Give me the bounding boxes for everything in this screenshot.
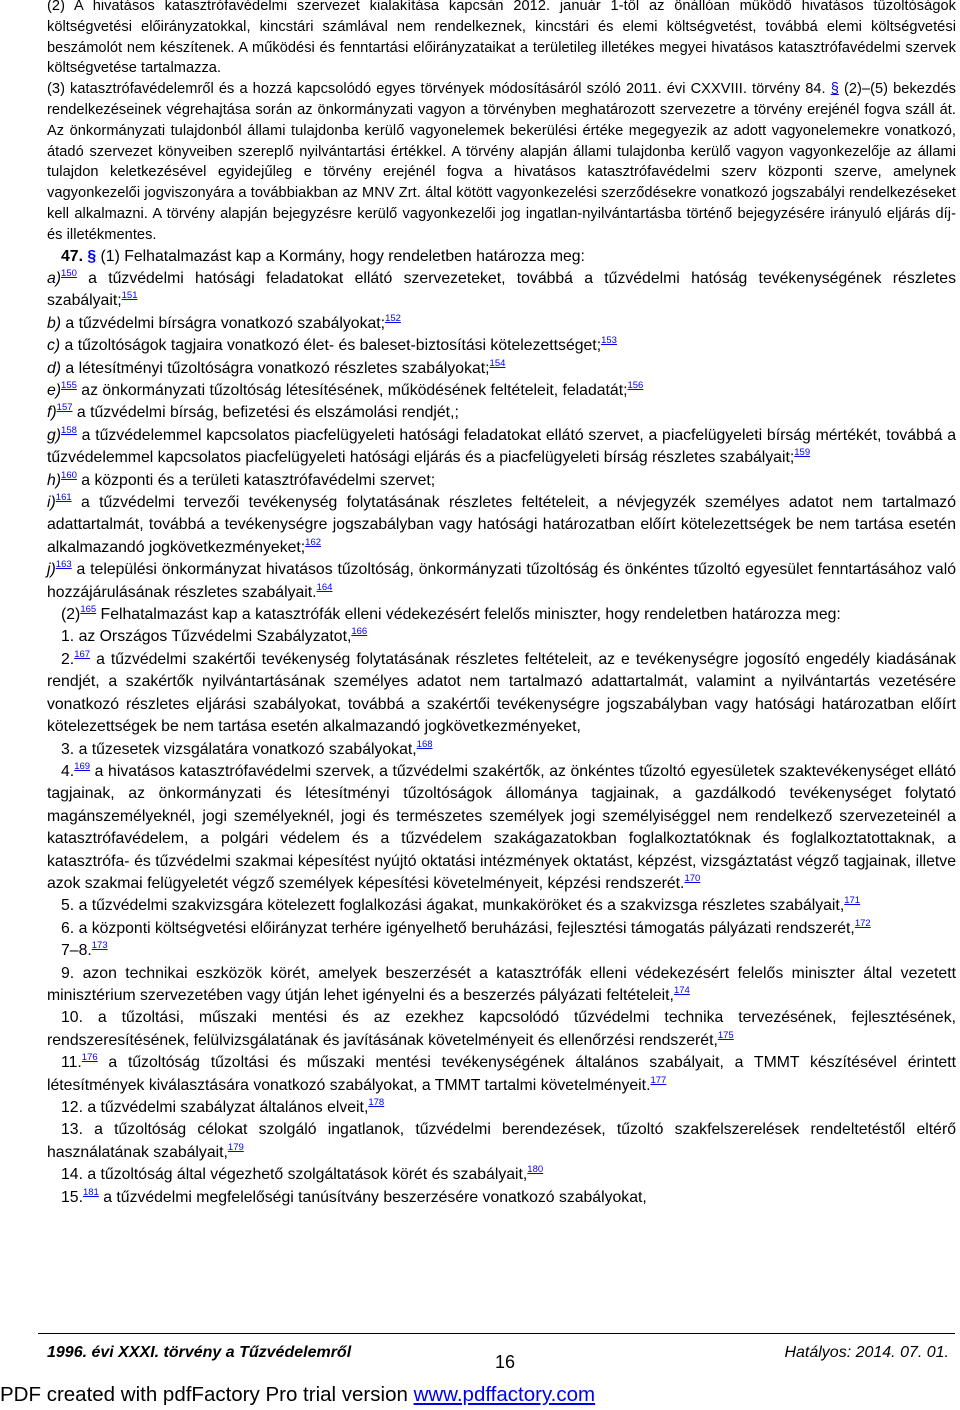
item-text: a létesítményi tűzoltóságra vonatkozó részletes szabályokat; [61,359,490,377]
item-label: f) [47,404,57,422]
item-text: a tűzoltóság célokat szolgáló ingatlanok, tűzvédelmi berendezések, tűzoltó szakfelszerelések rendeltetéstől eltérő használatának szabályait, [47,1121,956,1161]
item-i [47,492,956,559]
footnote-link[interactable]: 180 [527,1164,544,1176]
footnote-link[interactable]: 160 [61,469,77,481]
item-number: 10. [61,1009,83,1027]
numbered-item [47,761,956,895]
section-47-heading [47,246,956,268]
section-link[interactable]: § [830,81,839,98]
numbered-item [47,626,956,648]
item-text: a tűzvédelmi szabályzat általános elveit, [82,1099,369,1116]
footnote-link[interactable]: 155 [61,380,77,391]
footnote-link[interactable]: 163 [55,559,72,571]
item-h [47,470,956,492]
item-number: 1. [61,628,75,646]
page-footer [47,1344,949,1374]
footnote-link[interactable]: 170 [684,872,701,884]
item-label: j) [47,561,56,579]
item-text: az Országos Tűzvédelmi Szabályzatot, [74,628,352,646]
item-number: 13. [61,1121,83,1139]
item-g [47,425,956,470]
item-label: i) [47,494,56,512]
footnote-link[interactable]: 159 [794,447,811,459]
item-text: a tűzvédelmi szakértői tevékenység folytatásának részletes feltételeit, az e tevékenységre jogosító engedély kiadásának rendjét, a szakértők nyilvántartásának személyes adatot nem tartalmazó adattartalmát, valamint a nyilvántartás vezetésére vonatkozó részletes eljárási szabályokat, továbbá a szakértői tevékenységre jogszabályban vagy hatósági határozatban előírt kötelezettségek be nem tartása esetén alkalmazandó jogkövetkezményeket, [47,650,956,736]
item-number: 9. [61,964,75,982]
footnote-link[interactable]: 162 [305,536,322,548]
numbered-item [47,940,956,962]
item-number: 3. [61,740,75,758]
item-label: e) [47,382,62,399]
item-number: 14. [61,1166,83,1184]
item-label: c) [47,337,61,355]
item-number: 6. [61,919,75,937]
item-number: 11. [61,1054,82,1072]
item-text: a tűzvédelmi hatósági feladatokat ellátó szervezeteket, továbbá a tűzvédelmi hatóság tevékenységének részletes szabályait; [47,269,956,310]
item-text: a tűzoltóságok tagjaira vonatkozó élet- és baleset-biztosítási kötelezettséget; [60,337,602,355]
footnote-link[interactable]: 165 [80,604,97,616]
item-j [47,559,956,604]
pdf-banner-text: PDF created with pdfFactory Pro trial version [0,1383,414,1406]
footnote-link[interactable]: 178 [368,1097,385,1108]
paragraph-3 [47,79,956,245]
numbered-item [47,1052,956,1097]
pdf-banner [0,1383,595,1407]
footnote-link[interactable]: 151 [121,290,138,302]
item-label: d) [47,359,62,377]
item-text: a települési önkormányzat hivatásos tűzoltóság, önkormányzati tűzoltóság és önkéntes tűzoltó egyesület fenntartásához való hozzájárulásának részletes szabályait. [47,561,956,601]
numbered-item [47,1164,956,1186]
item-text: a tűzoltóság tűzoltási és műszaki mentési tevékenységének általános szabályait, a TMMT készítésével érintett létesítmények kiválasztására vonatkozó szabályokat, a TMMT tartalmi követelményeit. [47,1054,956,1094]
pdffactory-link[interactable]: www.pdffactory.com [413,1383,596,1406]
numbered-item [47,649,956,739]
section-number: 47. [61,247,83,265]
item-number: 7–8. [61,942,92,960]
footnote-link[interactable]: 156 [627,380,644,391]
subsection-text: Felhatalmazást kap a katasztrófák elleni védekezésért felelős miniszter, hogy rendeletben határozza meg: [96,606,841,624]
item-text: a tűzvédelmi tervezői tevékenység folytatásának részletes feltételeit, a névjegyzék személyes adatot nem tartalmazó adattartalmát, továbbá a tevékenységre jogszabályban vagy hatósági határozatban előírt kötelezettségek be nem tartása esetén alkalmazandó jogkövetkezményeket; [47,494,956,556]
footnote-link[interactable]: 152 [385,312,401,324]
paragraph-2-text-b: A működési és fenntartási előirányzataikat a területileg illetékes megyei hivatásos katasztrófavédelmi szervek költségvetése tartalmazza. [47,39,956,77]
footnote-link[interactable]: 164 [316,581,333,593]
footnote-link[interactable]: 158 [61,424,77,436]
item-text: a hivatásos katasztrófavédelmi szervek, a tűzvédelmi szakértők, az önkéntes tűzoltó egyesületek szaktevékenységet ellátó tagjainak, az önkormányzati és létesítményi tűzoltóságok állománya tagjainak, a gazdálkodó tevékenységet folytató magánszemélyeknél, jogi személyeknél, jogi és természetes személyek jogi személyiséggel nem rendelkező szervezeteinél a katasztrófavédelem, a polgári védelem és a tűzvédelem szakágazatokban foglalkoztatóknak és foglalkoztatottaknak, a katasztrófa- és tűzvédelmi szakmai képesítést nyújtó oktatási intézmények oktatást, képzést, vizsgáztatást végző tagjainak, illetve azok szakmai felügyeletét végző személyek képesítési követelményeit, képzési rendszerét. [47,762,956,892]
numbered-item [47,895,956,917]
footnote-link[interactable]: 174 [673,984,690,996]
footnote-link[interactable]: 171 [844,895,861,907]
footnote-link[interactable]: 153 [601,335,617,347]
item-text: a központi költségvetési előirányzat terhére igényelhető beruházási, fejlesztési támogatás pályázati rendszerét, [74,919,855,937]
numbered-list [47,626,956,1209]
footnote-link[interactable]: 177 [650,1074,667,1086]
item-label: a) [47,269,62,287]
item-b [47,313,956,335]
section-47-intro: (1) Felhatalmazást kap a Kormány, hogy rendeletben határozza meg: [100,247,585,265]
footnote-link[interactable]: 176 [81,1052,98,1064]
item-number: 2. [61,650,75,668]
subsection-number: (2) [61,606,81,624]
item-text: a központi és a területi katasztrófavédelmi szervet; [76,471,436,489]
section-link[interactable]: § [87,247,97,265]
numbered-item [47,1187,956,1209]
item-text: az önkormányzati tűzoltóság létesítésének, működésének feltételeit, feladatát; [76,382,628,399]
item-d [47,358,956,380]
footnote-link[interactable]: 167 [74,648,91,660]
numbered-item [47,918,956,940]
footnote-link[interactable]: 150 [61,267,77,279]
footnote-link[interactable]: 169 [74,760,91,772]
paragraph-2 [47,0,956,79]
item-f [47,402,956,424]
footer-effective-date: Hatályos: 2014. 07. 01. [784,1344,949,1361]
paragraph-3-text-a: (3) katasztrófavédelemről és a hozzá kapcsolódó egyes törvények módosításáról szóló 2011. évi CXXVIII. törvény 84. [47,81,826,98]
footnote-link[interactable]: 173 [91,940,108,952]
paragraph-3-text-b: (2)–(5) bekezdés rendelkezéseinek végrehajtása során az önkormányzati vagyon a törvényben meghatározott szervezetre a törvény erejénél fogva száll át. Az önkormányzati tulajdonból állami tulajdonba kerülő vagyonelemek bekerülési értéke megegyezik az adott vagyonelemekre vonatkozó, átadó szervezet könyveiben szereplő nyilvántartási értékkel. A törvény alapján állami tulajdonba kerülő vagyon vagyonkezelője az állami tulajdon keletkezésével egyidejűleg e törvény erejénél fogva a hivatásos katasztrófavédelmi szerv központi szerve, amelynek vagyonkezelői jogviszonyára a továbbiakban az MNV Zrt. által kötött vagyonkezelési szerződésekre vonatkozó jogszabályi rendelkezéseket kell alkalmazni. A törvény alapján bejegyzésre kerülő vagyonkezelői jog ingatlan-nyilvántartásba történő bejegyzésére irányuló eljárás díj- és illetékmentes. [47,81,956,243]
item-number: 4. [61,762,75,780]
item-text: a tűzoltási, műszaki mentési és az ezekhez kapcsolódó tűzvédelmi technika tervezésének, fejlesztésének, rendszeresítésének, felülvizsgálatának és javításának követelményeit és ellenőrzési rendszerét, [47,1009,956,1049]
item-text: a tűzvédelmi bírság, befizetési és elszámolási rendjét,; [72,404,459,422]
item-text: a tűzvédelmi megfelelőségi tanúsítvány beszerzésére vonatkozó szabályokat, [98,1188,647,1206]
item-a [47,268,956,313]
footnote-link[interactable]: 157 [56,402,73,414]
subsection-2 [47,604,956,626]
footnote-link[interactable]: 154 [489,357,506,369]
footnote-link[interactable]: 168 [416,738,433,750]
numbered-item [47,1007,956,1052]
footer-divider [38,1333,955,1334]
item-text: a tűzesetek vizsgálatára vonatkozó szabályokat, [74,740,417,758]
item-number: 15. [61,1188,83,1206]
footnote-link[interactable]: 172 [854,917,871,929]
item-number: 12. [61,1099,83,1116]
item-label: h) [47,471,62,489]
footnote-link[interactable]: 175 [717,1029,734,1041]
item-text: azon technikai eszközök körét, amelyek beszerzését a katasztrófák elleni védekezésért felelős miniszter által vezetett minisztérium szervezetében vagy útján lehet igényelni és a beszerzés pályázati feltételeit, [47,964,956,1004]
item-text: a tűzvédelmi bírságra vonatkozó szabályokat; [61,314,386,332]
footnote-link[interactable]: 181 [82,1186,99,1198]
item-label: b) [47,314,62,332]
numbered-item [47,1119,956,1164]
item-text: a tűzvédelemmel kapcsolatos piacfelügyeleti hatósági feladatokat ellátó szervet, a piacfelügyeleti bírság mértékét, továbbá a tűzvédelemmel kapcsolatos piacfelügyeleti hatósági eljárás és a piacfelügyeleti bírság részletes szabályait; [47,426,956,467]
item-text: a tűzoltóság által végezhető szolgáltatások körét és szabályait, [82,1166,528,1184]
footnote-link[interactable]: 166 [351,626,368,638]
footnote-link[interactable]: 161 [55,492,72,504]
numbered-item [47,739,956,761]
footer-title: 1996. évi XXXI. törvény a Tűzvédelemről [47,1344,352,1361]
numbered-item [47,1097,956,1119]
page-number: 16 [495,1352,516,1372]
paragraph-2-text-a: (2) A hivatásos katasztrófavédelmi szervezet kialakítása kapcsán 2012. január 1-től az önállóan működő hivatásos tűzoltóságok költségvetési előirányzatokkal, kincstári számlával nem rendelkeznek, kincstári és elemi költségvetést, továbbá elemi költségvetési beszámolót nem készítenek. [47,0,956,56]
item-c [47,335,956,357]
item-number: 5. [61,897,75,915]
document-page [47,0,956,1209]
numbered-item [47,963,956,1008]
item-text: a tűzvédelmi szakvizsgára kötelezett foglalkozási ágakat, munkaköröket és a szakvizsga részletes szabályait, [74,897,845,915]
item-label: g) [47,426,62,444]
item-e [47,380,956,402]
footnote-link[interactable]: 179 [227,1141,244,1153]
